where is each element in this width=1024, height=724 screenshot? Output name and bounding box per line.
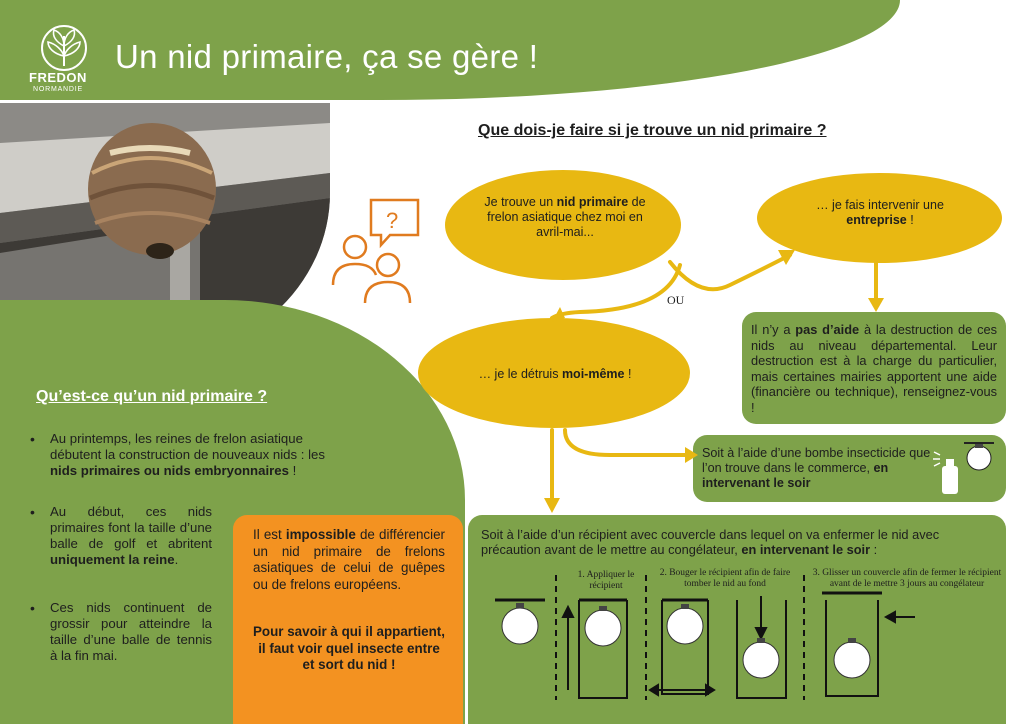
container-text-b: : [870, 542, 878, 557]
bullet-text: Au printemps, les reines de frelon asiatique débutent la construction de nouveaux nids : les [50, 431, 325, 462]
no-aid-text-b: à la destruction de ces nids au niveau départemental. Leur destruction est à la charge du particulier, mais certaines mairies apportent une aide (financière ou technique), renseignez-vous ! [751, 322, 997, 415]
bullet-end: . [174, 552, 179, 567]
logo-subtitle: NORMANDIE [33, 86, 83, 93]
company-text [785, 198, 975, 228]
warning-conclusion: Pour savoir à qui il appartient, il faut voir quel insecte entre et sort du nid ! [253, 624, 445, 672]
people-question-icon [333, 200, 418, 303]
insecticide-text [702, 446, 936, 491]
no-aid-bold: pas d’aide [795, 322, 860, 337]
what-is-heading: Qu’est-ce qu’un nid primaire ? [36, 388, 268, 405]
found-nest-bold: nid primaire [556, 195, 629, 209]
no-aid-text-a: Il n’y a [751, 322, 796, 337]
svg-text:?: ? [386, 208, 399, 233]
or-label: OU [667, 293, 685, 307]
insecticide-text-a: Soit à l’aide d’une bombe insecticide que l’on trouve dans le commerce, [702, 446, 931, 475]
found-nest-text [480, 195, 650, 240]
container-bold: en intervenant le soir [741, 542, 871, 557]
logo-name: FREDON [29, 70, 87, 85]
bullet-text: Ces nids continuent de grossir pour atteindre la taille d’une balle de tennis à la fin mai. [50, 600, 212, 663]
step-2-label: 2. Bouger le récipient afin de faire tomber le nid au fond [659, 568, 791, 589]
bullet-text: Au début, ces nids primaires font la taille d’une balle de golf et abritent [50, 504, 212, 551]
spray-can-icon [933, 443, 994, 494]
self-destroy-text-b: ! [624, 367, 632, 381]
container-text-a: Soit à l’aide d’un récipient avec couvercle dans lequel on va enfermer le nid avec précaution avant de le mettre au congélateur, [481, 527, 940, 557]
bullet-bold: nids primaires ou nids embryonnaires [50, 463, 289, 478]
self-destroy-bold: moi-même [561, 367, 625, 381]
step-3-label: 3. Glisser un couvercle afin de fermer le récipient avant de le mettre 3 jours au congélateur [812, 568, 1002, 589]
insecticide-bold: en intervenant le soir [702, 461, 889, 490]
self-destroy-text [440, 367, 670, 382]
bullet-bold: uniquement la reine [50, 552, 175, 567]
bullet-dot: • [30, 504, 35, 520]
flow-question: Que dois-je faire si je trouve un nid primaire ? [478, 122, 827, 139]
company-text-b: ! [906, 213, 914, 227]
container-steps-illustration [495, 575, 915, 700]
bullet-end: ! [288, 463, 297, 478]
step-1-label: 1. Appliquer le récipient [577, 570, 635, 591]
no-aid-text [751, 322, 997, 415]
self-destroy-text-a: … je le détruis [478, 367, 562, 381]
warning-text-a: Il est [253, 527, 286, 542]
warning-bold: impossible [285, 527, 356, 542]
warning-text-b: de différencier un nid primaire de frelons asiatiques de celui de guêpes ou de frelons européens. [253, 527, 445, 592]
container-text [481, 527, 996, 557]
company-text-a: … je fais intervenir une [816, 198, 944, 212]
page-title: Un nid primaire, ça se gère ! [115, 38, 539, 75]
company-bold: entreprise [846, 213, 907, 227]
found-nest-text-a: Je trouve un [484, 195, 557, 209]
found-nest-text-b: de frelon asiatique chez moi en avril-mai... [487, 195, 646, 239]
bullet-dot: • [30, 431, 35, 447]
bullet-dot: • [30, 600, 35, 616]
